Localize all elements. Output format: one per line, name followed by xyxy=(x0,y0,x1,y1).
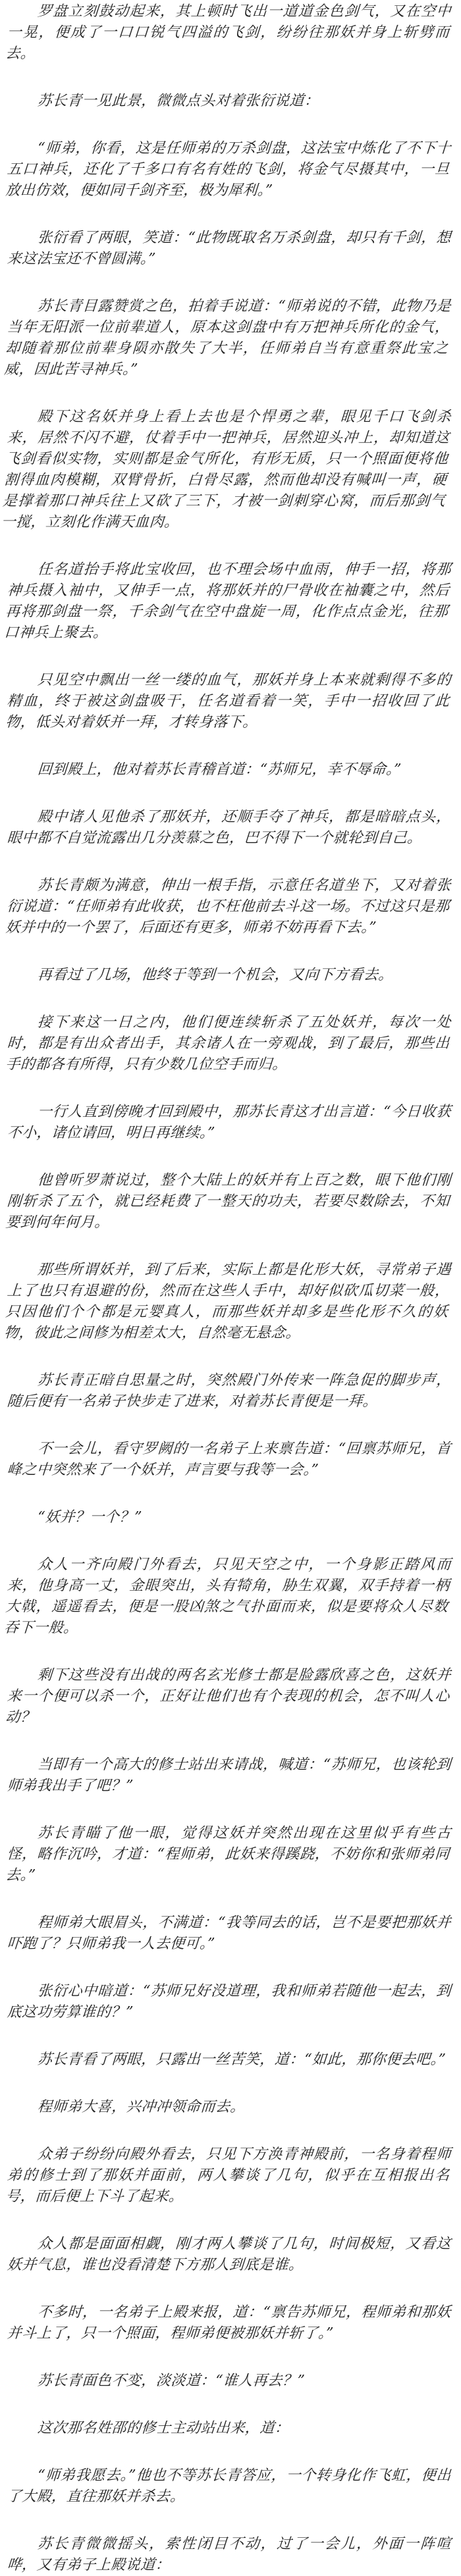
paragraph-18: 不一会儿，看守罗阙的一名弟子上来禀告道：“回禀苏师兄，首峰之中突然来了一个妖并，声言要与我等一会。” xyxy=(6,1441,452,1478)
paragraph-2: 苏长青一见此景，微微点头对着张衍说道： xyxy=(37,93,320,109)
paragraph-5: 苏长青目露赞赏之色，拍着手说道：“师弟说的不错，此物乃是当年无阳派一位前辈道人，原本这剑盘中有万把神兵所化的金气，却随着那位前辈身陨亦散失了大半，任师弟自当有意重祭此宝之威，因此苦寻神兵。” xyxy=(3,298,452,378)
paragraph-24: 程师弟大眼眉头，不满道：“我等同去的话，岂不是要把那妖并吓跑了？只师弟我一人去便可。” xyxy=(6,1915,452,1952)
paragraph-7: 任名道抬手将此宝收回，也不理会场中血雨，伸手一招，将那神兵摄入袖中，又伸手一点，将那妖并的尸骨收在袖囊之中，然后再将那剑盘一祭，千余剑气在空中盘旋一周，化作点点金光，往那口神兵上聚去。 xyxy=(3,561,452,641)
paragraph-21: 剩下这些没有出战的两名玄光修士都是脸露欣喜之色，这妖并来一个便可以杀一个，正好让他们也有个表现的机会，怎不叫人心动？ xyxy=(5,1667,452,1726)
paragraph-29: 众人都是面面相觑，刚才两人攀谈了几句，时间极短，又看这妖并气息，谁也没看清楚下方那人到底是谁。 xyxy=(6,2236,452,2273)
paragraph-20: 众人一齐向殿门外看去，只见天空之中，一个身影正踏风而来，他身高一丈，金眼突出，头有犄角，胁生双翼，双手持着一柄大戟，遥遥看去，便是一股凶煞之气扑面而来，似是要将众人尽数吞下一般。 xyxy=(3,1557,452,1636)
paragraph-27: 程师弟大喜，兴冲冲领命而去。 xyxy=(37,2099,246,2115)
paragraph-4: 张衍看了两眼，笑道：“此物既取名万杀剑盘，却只有千剑，想来这法宝还不曾圆满。” xyxy=(6,230,452,267)
paragraph-6: 殿下这名妖并身上看上去也是个悍勇之辈，眼见千口飞剑杀来，居然不闪不避，仗着手中一把神兵，居然迎头冲上，却知道这飞剑看似实物，实则都是金气所化，有形无质，只一个照面便将他割得血肉模糊，双臂骨折，白骨尽露，然而他却没有喊叫一声，硬是撑着那口神兵往上又砍了三下，才被一剑刺穿心窝，而后那剑气一搅，立刻化作满天血肉。 xyxy=(0,409,452,530)
paragraph-3: “师弟，你看，这是任师弟的万杀剑盘，这法宝中炼化了不下十五口神兵，还化了千多口有名有姓的飞剑，将金气尽摄其中，一旦放出仿效，便如同千剑齐至，极为犀利。” xyxy=(5,140,452,199)
paragraph-23: 苏长青瞄了他一眼，觉得这妖并突然出现在这里似乎有些古怪，略作沉吟，才道：“程师弟，此妖来得蹊跷，不妨你和张师弟同去。” xyxy=(5,1825,452,1884)
paragraph-25: 张衍心中暗道：“苏师兄好没道理，我和师弟若随他一起去，到底这功劳算谁的？” xyxy=(6,1983,452,2021)
paragraph-14: 一行人直到傍晚才回到殿中，那苏长青这才出言道：“今日收获不小，诸位请回，明日再继续。” xyxy=(6,1104,452,1141)
paragraph-30: 不多时，一名弟子上殿来报，道：“禀告苏师兄，程师弟和那妖并斗上了，只一个照面，程师弟便被那妖并斩了。” xyxy=(6,2304,452,2342)
paragraph-11: 苏长青颇为满意，伸出一根手指，示意任名道坐下，又对着张衍说道：“任师弟有此收获，也不枉他前去斗这一场。不过这只是那妖并中的一个罢了，后面还有更多，师弟不妨再看下去。” xyxy=(5,877,452,936)
paragraph-33: “师弟我愿去。”他也不等苏长青答应，一个转身化作飞虹，便出了大殿，直往那妖并杀去。 xyxy=(6,2467,452,2505)
paragraph-13: 接下来这一日之内，他们便连续斩杀了五处妖并，每次一处时，都是有出众者出手，其余诸人在一旁观战，到了最后，那些出手的都各有所得，只有少数几位空手而归。 xyxy=(5,1014,452,1073)
paragraph-32: 这次那名姓邵的修士主动站出来，道： xyxy=(37,2420,290,2436)
paragraph-31: 苏长青面色不变，淡淡道：“谁人再去？” xyxy=(37,2373,306,2389)
paragraph-34: 苏长青微微摇头，索性闭目不动，过了一会儿，外面一阵喧哗，又有弟子上殿说道： xyxy=(6,2536,452,2573)
paragraph-19: “妖并？一个？” xyxy=(37,1509,143,1526)
paragraph-17: 苏长青正暗自思量之时，突然殿门外传来一阵急促的脚步声，随后便有一名弟子快步走了进来，对着苏长青便是一拜。 xyxy=(6,1372,452,1410)
paragraph-12: 再看过了几场，他终于等到一个机会，又向下方看去。 xyxy=(37,967,394,983)
paragraph-22: 当即有一个高大的修士站出来请战，喊道：“苏师兄，也该轮到师弟我出手了吧？” xyxy=(6,1757,452,1794)
paragraph-1: 罗盘立刻鼓动起来，其上顿时飞出一道道金色剑气，又在空中一晃，便成了一口口锐气四溢的飞剑，纷纷往那妖并身上斩劈而去。 xyxy=(5,3,452,62)
paragraph-16: 那些所谓妖并，到了后来，实际上都是化形大妖，寻常弟子遇上了也只有退避的份，然而在这些人手中，却好似砍瓜切菜一般，只因他们个个都是元婴真人，而那些妖并却多是些化形不久的妖物，彼此之间修为相差太大，自然毫无悬念。 xyxy=(3,1262,452,1341)
paragraph-28: 众弟子纷纷向殿外看去，只见下方涣青神殿前，一名身着程师弟的修士到了那妖并面前，两人攀谈了几句，似乎在互相报出名号，而后便上下斗了起来。 xyxy=(5,2146,452,2205)
paragraph-9: 回到殿上，他对着苏长青稽首道：“苏师兄，幸不辱命。” xyxy=(37,761,402,778)
paragraph-26: 苏长青看了两眼，只露出一丝苦笑，道：“如此，那你便去吧。” xyxy=(37,2051,447,2068)
paragraph-15: 他曾听罗萧说过，整个大陆上的妖并有上百之数，眼下他们刚刚斩杀了五个，就已经耗费了一整天的功夫，若要尽数除去，不知要到何年何月。 xyxy=(5,1172,452,1231)
paragraph-10: 殿中诸人见他杀了那妖并，还顺手夺了神兵，都是暗暗点头，眼中都不自觉流露出几分羡慕之色，巴不得下一个就轮到自己。 xyxy=(6,809,452,846)
paragraph-8: 只见空中飘出一丝一缕的血气，那妖并身上本来就剩得不多的精血，终于被这剑盘吸干，任名道看着一笑，手中一招收回了此物，低头对着妖并一拜，才转身落下。 xyxy=(5,672,452,731)
